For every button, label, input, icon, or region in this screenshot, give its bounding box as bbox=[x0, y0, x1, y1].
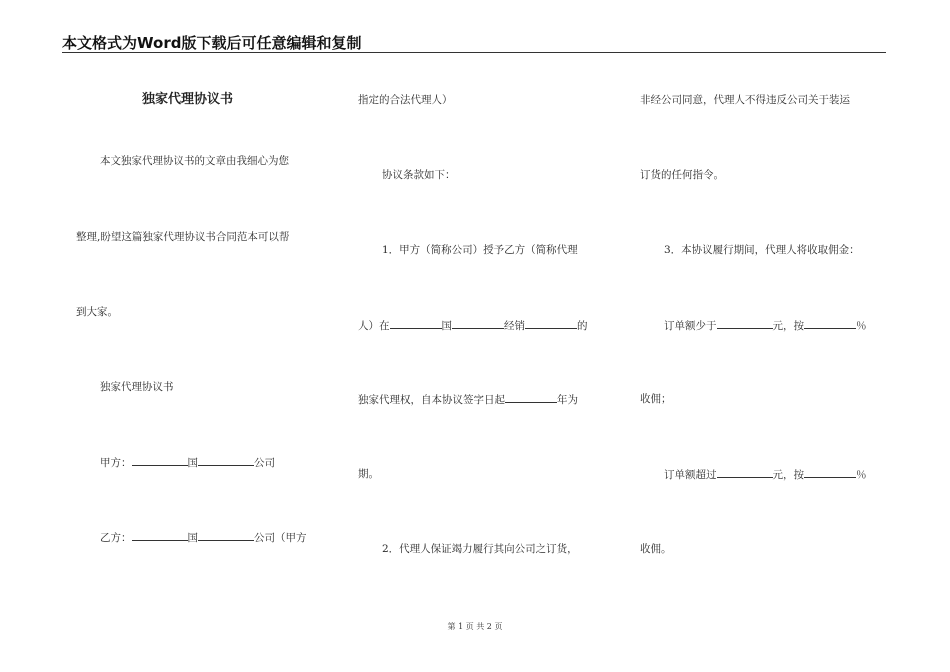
col2-line-5-p1: 独家代理权，自本协议签字日起 bbox=[358, 394, 505, 406]
col3-line-6 bbox=[664, 467, 867, 482]
intro-line-2: 整理,盼望这篇独家代理协议书合同范本可以帮 bbox=[76, 231, 290, 243]
party-b-seg1: 国 bbox=[187, 532, 198, 544]
region-blank bbox=[390, 318, 442, 329]
intro-line-1: 本文独家代理协议书的文章由我细心为您 bbox=[100, 155, 289, 167]
col2-line-2: 协议条款如下： bbox=[382, 169, 456, 181]
col2-line-4-p3: 经销 bbox=[504, 320, 525, 332]
col2-line-5-p2: 年为 bbox=[557, 394, 578, 406]
col3-line-6-p3: ％ bbox=[856, 469, 867, 481]
rate-max-blank bbox=[804, 467, 856, 478]
document-header-title: 本文格式为Word版下载后可任意编辑和复制 bbox=[62, 34, 362, 52]
product-blank bbox=[525, 318, 577, 329]
col3-line-4-p2: 元，按 bbox=[772, 320, 804, 332]
party-b-company-blank bbox=[198, 530, 254, 541]
party-a-line bbox=[100, 455, 275, 470]
rate-min-blank bbox=[804, 318, 856, 329]
page-number: 第 1 页 共 2 页 bbox=[447, 622, 503, 631]
col3-line-6-p1: 订单额超过 bbox=[664, 469, 717, 481]
col3-line-7: 收佣。 bbox=[640, 543, 672, 555]
area-blank bbox=[452, 318, 504, 329]
contract-title: 独家代理协议书 bbox=[142, 92, 234, 107]
order-amount-max-blank bbox=[717, 467, 773, 478]
col2-line-4-p4: 的 bbox=[577, 320, 588, 332]
col3-line-1: 非经公司同意，代理人不得违反公司关于装运 bbox=[640, 94, 850, 106]
intro-line-3: 到大家。 bbox=[76, 306, 118, 318]
col2-line-4 bbox=[358, 318, 588, 333]
col2-line-4-p1: 人）在 bbox=[358, 320, 390, 332]
col2-line-4-p2: 国 bbox=[441, 320, 452, 332]
col3-line-4-p1: 订单额少于 bbox=[664, 320, 717, 332]
col2-line-6: 期。 bbox=[358, 468, 379, 480]
col3-line-6-p2: 元，按 bbox=[772, 469, 804, 481]
order-amount-min-blank bbox=[717, 318, 773, 329]
party-b-label: 乙方： bbox=[100, 532, 132, 544]
col2-line-1: 指定的合法代理人） bbox=[358, 94, 453, 106]
contract-subtitle: 独家代理协议书 bbox=[100, 381, 174, 393]
col2-line-3: 1．甲方（简称公司）授予乙方（简称代理 bbox=[382, 244, 578, 256]
years-blank bbox=[505, 392, 557, 403]
party-a-seg1: 国 bbox=[187, 457, 198, 469]
col3-line-3: 3．本协议履行期间，代理人将收取佣金： bbox=[664, 244, 860, 256]
col2-line-7: 2．代理人保证竭力履行其向公司之订货， bbox=[382, 543, 578, 555]
col3-line-2: 订货的任何指令。 bbox=[640, 169, 724, 181]
col2-line-5 bbox=[358, 392, 578, 407]
party-a-label: 甲方： bbox=[100, 457, 132, 469]
party-a-company-blank bbox=[198, 455, 254, 466]
header-divider bbox=[62, 52, 886, 53]
party-b-seg2: 公司（甲方 bbox=[254, 532, 307, 544]
party-a-seg2: 公司 bbox=[254, 457, 275, 469]
col3-line-4-p3: ％ bbox=[856, 320, 867, 332]
party-b-line bbox=[100, 530, 307, 545]
col3-line-4 bbox=[664, 318, 867, 333]
party-a-country-blank bbox=[132, 455, 188, 466]
col3-line-5: 收佣； bbox=[640, 393, 672, 405]
party-b-country-blank bbox=[132, 530, 188, 541]
